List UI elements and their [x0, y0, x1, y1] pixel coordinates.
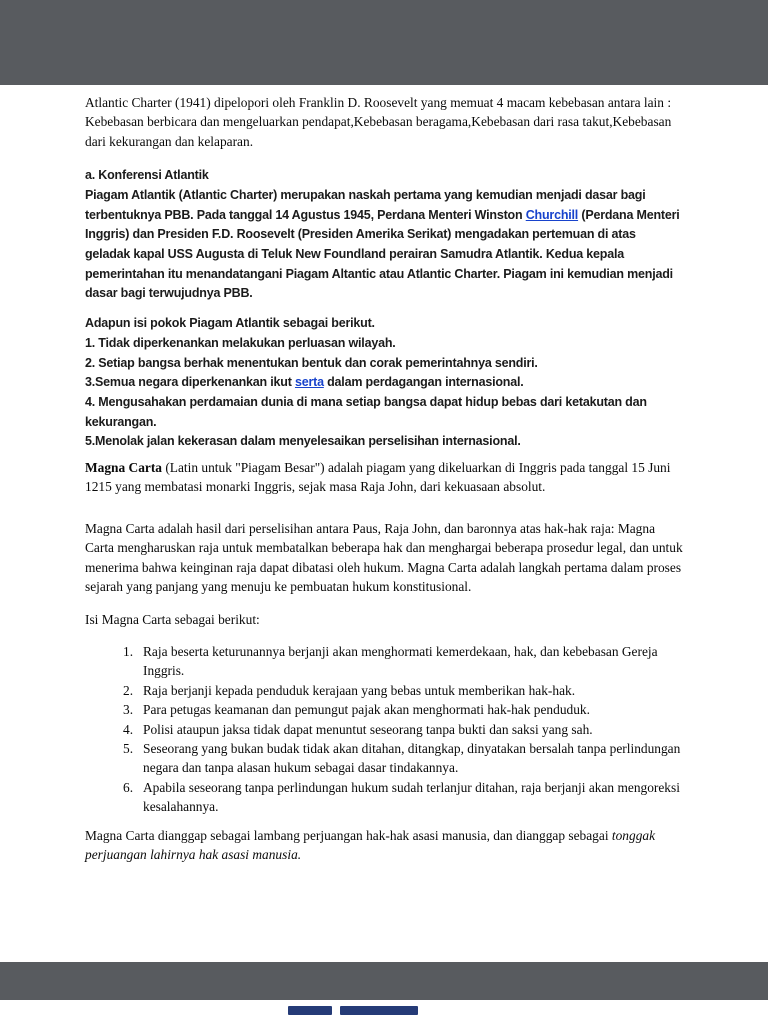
- magna-carta-bold-term: Magna Carta: [85, 460, 162, 476]
- list-number: 2.: [123, 682, 134, 698]
- atlantik-list-item-2: 2. Setiap bangsa berhak menentukan bentuk dan corak pemerintahnya sendiri.: [85, 355, 538, 370]
- next-page-content-fragment: [288, 1006, 332, 1015]
- konferensi-text-after-link: (Perdana Menteri Inggris) dan Presiden F.D. Roosevelt (Presiden Amerika Serikat) mengadakan pertemuan di atas geladak kapal USS Augusta di Teluk New Foundland perairan Samudra Atlantik. Kedua kepala pemerintahan itu menandatangani Piagam Altantic atau Atlantic Charter. Piagam ini kemudian menjadi dasar bagi terwujudnya PBB.: [85, 207, 680, 301]
- atlantik-points-list: [85, 334, 683, 452]
- heading-konferensi-atlantik: a. Konferensi Atlantik: [85, 168, 209, 183]
- magna-list-item-4: [85, 720, 683, 739]
- konferensi-text-before-link: Piagam Atlantik (Atlantic Charter) merupakan naskah pertama yang kemudian menjadi dasar bagi terbentuknya PBB. Pada tanggal 14 Agustus 1945, Perdana Menteri Winston: [85, 187, 646, 222]
- paragraph-atlantic-charter-intro: Atlantic Charter (1941) dipelopori oleh Franklin D. Roosevelt yang memuat 4 macam kebebasan antara lain : Kebebasan berbicara dan mengeluarkan pendapat,Kebebasan beragama,Kebebasan dari rasa takut,Kebebasan dari kekurangan dan kelaparan.: [85, 95, 672, 149]
- list-item-text: Polisi ataupun jaksa tidak dapat menuntut seseorang tanpa bukti dan saksi yang sah.: [143, 721, 593, 737]
- paragraph-magna-carta-history: Magna Carta adalah hasil dari perselisihan antara Paus, Raja John, dan baronnya atas hak-hak raja: Magna Carta mengharuskan raja untuk membatalkan beberapa hak dan menghargai beberapa prosedur legal, dan untuk menerima bahwa keinginan raja dapat dibatasi oleh hukum. Magna Carta adalah langkah pertama dalam proses sejarah yang panjang yang menuju ke pembuatan hukum konstitusional.: [85, 520, 683, 595]
- list-item-text: Raja beserta keturunannya berjanji akan menghormati kemerdekaan, hak, dan kebebasan Gereja Inggris.: [143, 643, 658, 679]
- paragraph-magna-carta-definition: [85, 458, 683, 497]
- atlantik-list-item-3: [85, 373, 683, 393]
- atlantik-item-3-text-after: dalam perdagangan internasional.: [323, 375, 524, 390]
- list-item-text: Apabila seseorang tanpa perlindungan hukum sudah terlanjur ditahan, raja berjanji akan mengoreksi kesalahannya.: [143, 779, 680, 815]
- list-number: 3.: [123, 702, 134, 718]
- magna-list-item-5: [85, 739, 683, 778]
- list-item-text: Raja berjanji kepada penduduk kerajaan yang bebas untuk memberikan hak-hak.: [143, 682, 576, 698]
- list-item-text: Seseorang yang bukan budak tidak akan ditahan, ditangkap, dinyatakan bersalah tanpa perlindungan negara dan tanpa alasan hukum sebagai dasar tindakannya.: [143, 740, 681, 776]
- list-number: 1.: [123, 643, 134, 659]
- list-number: 4.: [123, 721, 134, 737]
- heading-isi-magna-carta: Isi Magna Carta sebagai berikut:: [85, 611, 260, 627]
- paragraph-adapun-intro: Adapun isi pokok Piagam Atlantik sebagai berikut.: [85, 316, 375, 331]
- list-item-text: Para petugas keamanan dan pemungut pajak akan menghormati hak-hak penduduk.: [143, 702, 590, 718]
- atlantik-list-item-4: 4. Mengusahakan perdamaian dunia di mana setiap bangsa dapat hidup bebas dari ketakutan dan kekurangan.: [85, 394, 647, 429]
- list-number: 5.: [123, 740, 134, 756]
- closing-text: Magna Carta dianggap sebagai lambang perjuangan hak-hak asasi manusia, dan dianggap sebagai: [85, 827, 612, 843]
- paragraph-konferensi-atlantik: [85, 186, 683, 304]
- closing-italic-phrase: tonggak perjuangan lahirnya hak asasi manusia.: [85, 827, 656, 862]
- magna-list-item-6: [85, 778, 683, 817]
- document-content: [85, 93, 683, 864]
- magna-list-item-1: [85, 642, 683, 681]
- document-page: [0, 85, 768, 962]
- magna-list-item-2: [85, 681, 683, 700]
- magna-list-item-3: [85, 700, 683, 719]
- next-page-preview: [0, 1000, 768, 1024]
- magna-carta-list: [85, 642, 683, 817]
- serta-link[interactable]: serta: [294, 375, 324, 390]
- magna-definition-text: (Latin untuk "Piagam Besar") adalah piagam yang dikeluarkan di Inggris pada tanggal 15 Juni 1215 yang membatasi monarki Inggris, sejak masa Raja John, dari kekuasaan absolut.: [85, 460, 671, 495]
- next-page-content-fragment: [340, 1006, 418, 1015]
- atlantik-list-item-5: 5.Menolak jalan kekerasan dalam menyelesaikan perselisihan internasional.: [85, 434, 521, 449]
- list-number: 6.: [123, 779, 134, 795]
- atlantik-item-3-text-before: 3.Semua negara diperkenankan ikut: [85, 375, 295, 390]
- paragraph-magna-carta-closing: [85, 826, 683, 865]
- churchill-link[interactable]: Churchill: [525, 207, 579, 222]
- atlantik-list-item-1: 1. Tidak diperkenankan melakukan perluasan wilayah.: [85, 335, 396, 350]
